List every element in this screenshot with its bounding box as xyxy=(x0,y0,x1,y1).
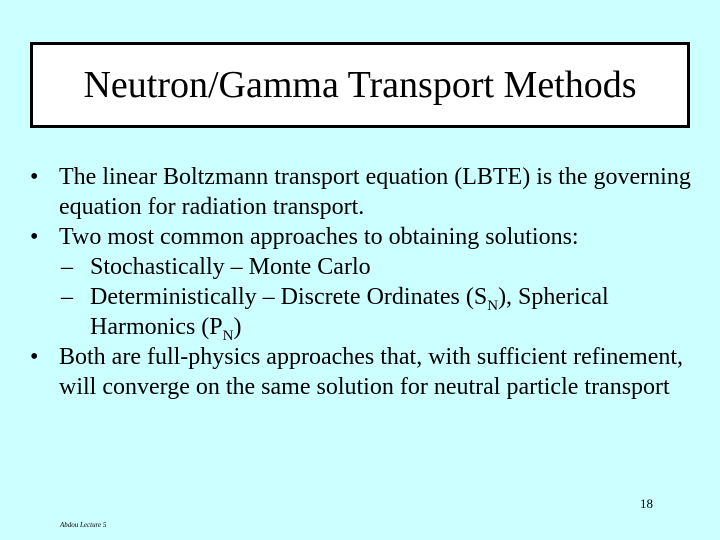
footer-label: Abdou Lecture 5 xyxy=(60,521,107,529)
subscript: N xyxy=(487,297,499,314)
bullet-icon: • xyxy=(30,224,39,250)
dash-icon: – xyxy=(61,284,73,310)
sub-bullet-continuation xyxy=(30,312,710,342)
dash-icon: – xyxy=(61,254,73,280)
bullet-text: Both are full-physics approaches that, with sufficient refinement, will converge on the same solution for neutral particle transport xyxy=(59,344,684,400)
bullet-item xyxy=(30,162,710,222)
bullet-text: The linear Boltzmann transport equation (LBTE) is the governing equation for radiation transport. xyxy=(59,164,691,220)
page-number: 18 xyxy=(640,496,653,511)
bullet-item xyxy=(30,222,710,252)
sub-bullet-item xyxy=(30,282,710,312)
slide-title: Neutron/Gamma Transport Methods xyxy=(83,64,637,106)
bullet-icon: • xyxy=(30,344,39,370)
sub-bullet-text-part: Deterministically – Discrete Ordinates (S xyxy=(90,284,488,310)
bullet-icon: • xyxy=(30,164,39,190)
sub-bullet-text-part: Harmonics (P xyxy=(90,314,223,340)
subscript: N xyxy=(222,327,234,344)
sub-bullet-item xyxy=(30,252,710,282)
slide-body xyxy=(30,162,710,402)
bullet-text: Two most common approaches to obtaining solutions: xyxy=(59,224,579,250)
title-box xyxy=(30,42,690,128)
bullet-item xyxy=(30,342,710,402)
sub-bullet-text: Stochastically – Monte Carlo xyxy=(90,254,371,280)
sub-bullet-text-part: ), Spherical xyxy=(498,284,609,310)
sub-bullet-text-part: ) xyxy=(233,314,242,340)
